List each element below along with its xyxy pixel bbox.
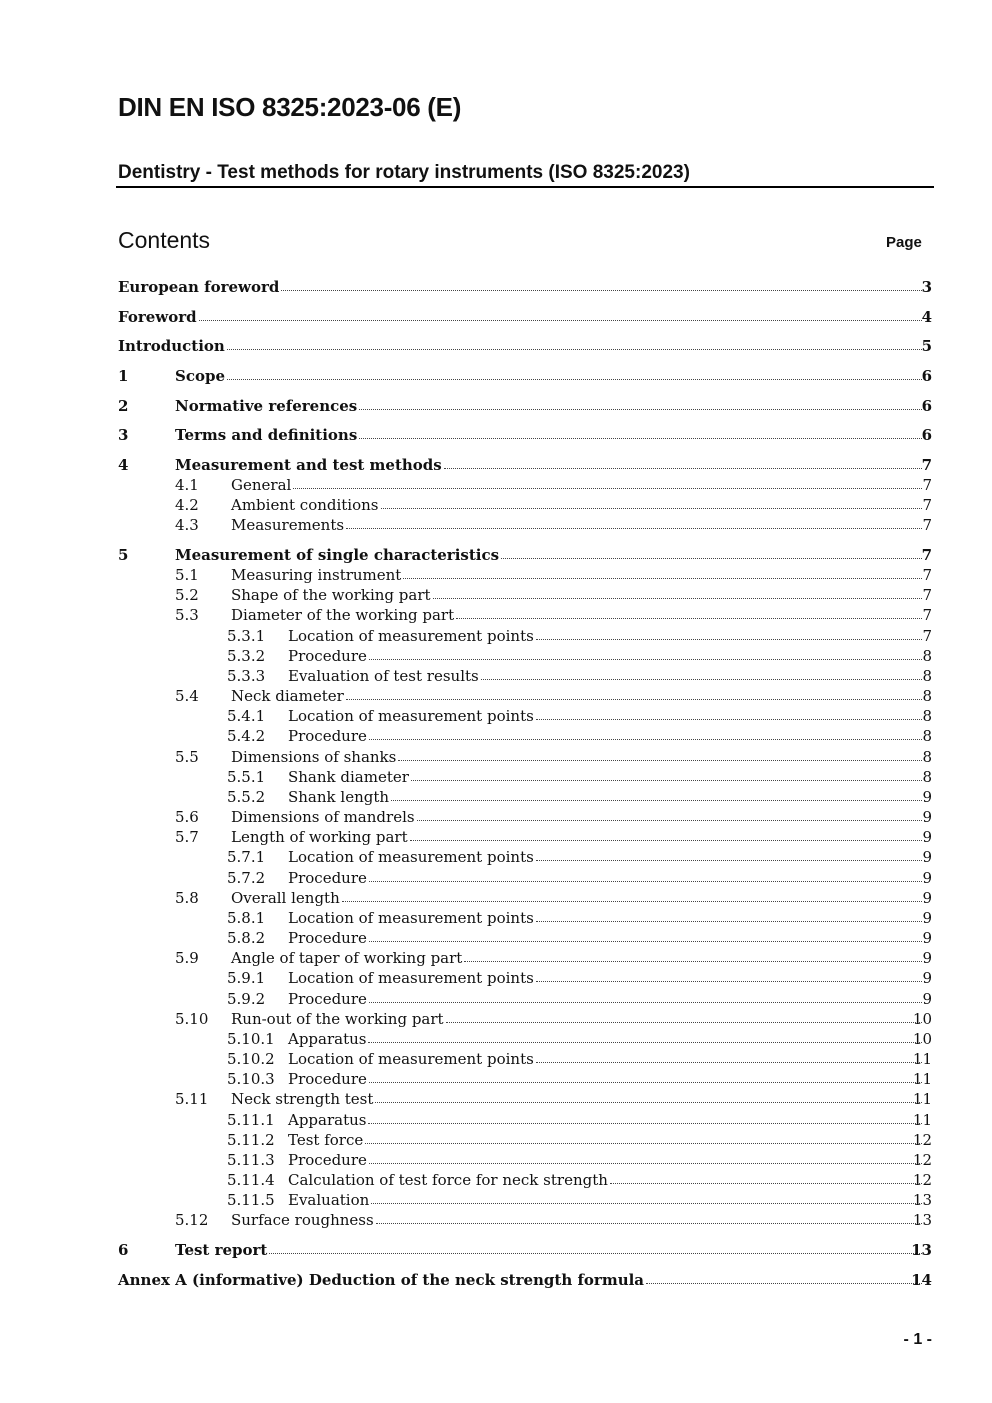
toc-entry[interactable] [0,948,992,968]
toc-entry[interactable] [0,366,992,386]
toc-entry-page: 12 [912,1151,932,1169]
toc-dot-leader [369,655,922,660]
toc-entry-number: 5.9.1 [227,969,266,987]
toc-entry[interactable] [0,686,992,706]
toc-entry-page: 6 [921,367,932,385]
toc-dot-leader [342,897,922,902]
toc-dot-leader [369,877,922,882]
toc-entry-page: 9 [922,889,932,907]
toc-entry[interactable] [0,666,992,686]
toc-entry-title: Evaluation of test results [288,667,479,685]
toc-entry-page: 11 [912,1050,932,1068]
toc-entry-page: 13 [912,1191,932,1209]
toc-entry-title: Calculation of test force for neck strength [288,1171,608,1189]
toc-entry-title: Test force [288,1131,364,1149]
toc-entry-title: Procedure [288,647,367,665]
toc-entry-number: 5.10.1 [227,1030,275,1048]
toc-entry-title: Annex A (informative) Deduction of the neck strength formula [118,1271,645,1289]
toc-entry-number: 5.11.5 [227,1191,275,1209]
toc-entry-number: 4.2 [175,496,199,514]
toc-entry[interactable] [0,1009,992,1029]
toc-dot-leader [369,937,922,942]
toc-entry-number: 5.11.3 [227,1151,275,1169]
toc-entry[interactable] [0,336,992,356]
toc-dot-leader [227,345,922,350]
toc-entry-page: 8 [922,647,932,665]
toc-entry-title: Procedure [288,869,367,887]
toc-entry-page: 7 [922,566,932,584]
toc-entry-number: 5.10 [175,1010,209,1028]
toc-entry[interactable] [0,425,992,445]
toc-entry-title: Diameter of the working part [231,606,455,624]
toc-entry-number: 5.9.2 [227,990,266,1008]
toc-dot-leader [536,856,922,861]
toc-entry-number: 5.6 [175,808,199,826]
toc-entry[interactable] [0,1150,992,1170]
toc-entry-page: 9 [922,828,932,846]
toc-dot-leader [371,1199,922,1204]
toc-entry-title: Normative references [175,397,358,415]
toc-entry-page: 3 [921,278,932,296]
toc-entry-page: 5 [921,337,932,355]
toc-dot-leader [403,574,922,579]
toc-entry-number: 5.11 [175,1090,209,1108]
toc-entry-page: 7 [921,456,932,474]
toc-entry-page: 8 [922,687,932,705]
toc-entry-number: 5.1 [175,566,199,584]
toc-entry[interactable] [0,1089,992,1109]
toc-entry[interactable] [0,807,992,827]
toc-entry-number: 5.7 [175,828,199,846]
toc-entry[interactable] [0,888,992,908]
toc-entry-title: Length of working part [231,828,408,846]
toc-entry[interactable] [0,307,992,327]
toc-entry-page: 7 [922,476,932,494]
toc-entry-number: 5.7.2 [227,869,266,887]
toc-entry[interactable] [0,989,992,1009]
toc-entry-page: 9 [922,909,932,927]
toc-dot-leader [281,286,922,291]
toc-entry-page: 8 [922,667,932,685]
toc-entry-page: 9 [922,949,932,967]
toc-entry-number: 5.3 [175,606,199,624]
toc-entry[interactable] [0,1110,992,1130]
toc-entry-page: 9 [922,929,932,947]
toc-entry-page: 13 [911,1241,932,1259]
toc-entry[interactable] [0,1049,992,1069]
toc-entry-title: Dimensions of mandrels [231,808,415,826]
toc-entry-page: 6 [921,426,932,444]
toc-dot-leader [369,998,922,1003]
toc-entry-title: Location of measurement points [288,848,534,866]
toc-entry[interactable] [0,747,992,767]
toc-entry-title: Procedure [288,929,367,947]
page-column-heading: Page [886,234,922,251]
toc-dot-leader [359,434,922,439]
toc-entry-page: 8 [922,768,932,786]
toc-entry-number: 5.4.2 [227,727,266,745]
toc-entry-number: 5.4.1 [227,707,266,725]
toc-dot-leader [481,675,922,680]
toc-dot-leader [293,484,922,489]
toc-entry-number: 5.11.2 [227,1131,275,1149]
toc-dot-leader [391,796,922,801]
toc-entry-number: 6 [118,1241,129,1259]
toc-entry-page: 14 [911,1271,932,1289]
toc-dot-leader [227,375,922,380]
toc-entry-number: 4 [118,456,129,474]
toc-dot-leader [369,735,922,740]
toc-entry-number: 5.2 [175,586,199,604]
toc-entry-page: 9 [922,848,932,866]
toc-entry-title: Shank length [288,788,390,806]
toc-entry-number: 1 [118,367,129,385]
toc-entry-title: Dimensions of shanks [231,748,397,766]
toc-entry[interactable] [0,585,992,605]
toc-entry[interactable] [0,767,992,787]
toc-dot-leader [536,917,922,922]
toc-entry-title: General [231,476,292,494]
toc-entry-title: Location of measurement points [288,707,534,725]
toc-entry-number: 3 [118,426,129,444]
toc-entry-title: Measurements [231,516,345,534]
toc-entry-title: Location of measurement points [288,1050,534,1068]
toc-dot-leader [610,1179,922,1184]
toc-entry-page: 6 [921,397,932,415]
toc-dot-leader [411,776,922,781]
toc-dot-leader [446,1018,922,1023]
toc-entry-number: 5.11.4 [227,1171,275,1189]
toc-entry-title: Overall length [231,889,340,907]
toc-entry[interactable] [0,1029,992,1049]
toc-entry-number: 2 [118,397,129,415]
document-subtitle: Dentistry - Test methods for rotary instruments (ISO 8325:2023) [118,162,690,183]
toc-entry-number: 4.3 [175,516,199,534]
toc-entry-number: 5.5 [175,748,199,766]
toc-entry-title: Shank diameter [288,768,409,786]
toc-entry-page: 9 [922,808,932,826]
toc-entry[interactable] [0,827,992,847]
toc-dot-leader [536,977,922,982]
toc-entry-number: 5.3.2 [227,647,266,665]
toc-entry[interactable] [0,646,992,666]
toc-entry-title: Ambient conditions [231,496,379,514]
toc-entry-page: 11 [912,1090,932,1108]
toc-entry-number: 5.11.1 [227,1111,275,1129]
toc-entry-page: 7 [922,606,932,624]
toc-entry-title: Angle of taper of working part [231,949,463,967]
toc-dot-leader [398,756,922,761]
toc-entry[interactable] [0,1069,992,1089]
toc-entry-page: 7 [922,627,932,645]
toc-entry[interactable] [0,277,992,297]
toc-entry-title: Terms and definitions [175,426,358,444]
toc-entry[interactable] [0,1210,992,1230]
toc-entry[interactable] [0,706,992,726]
toc-entry-number: 5.9 [175,949,199,967]
toc-entry-number: 5.7.1 [227,848,266,866]
toc-entry-title: Measurement and test methods [175,456,442,474]
toc-entry-page: 8 [922,748,932,766]
toc-entry-number: 5.4 [175,687,199,705]
toc-entry-page: 9 [922,969,932,987]
toc-entry-number: 4.1 [175,476,199,494]
toc-dot-leader [464,957,922,962]
toc-entry-page: 4 [921,308,932,326]
toc-entry-title: Measurement of single characteristics [175,546,500,564]
toc-entry[interactable] [0,605,992,625]
toc-entry-page: 12 [912,1171,932,1189]
toc-entry-number: 5.10.3 [227,1070,275,1088]
toc-entry-title: Test report [175,1241,268,1259]
toc-dot-leader [456,614,922,619]
toc-entry[interactable] [0,908,992,928]
toc-entry[interactable] [0,515,992,535]
toc-entry-page: 11 [912,1070,932,1088]
toc-entry-title: Apparatus [288,1111,367,1129]
toc-entry-page: 10 [912,1010,932,1028]
toc-entry-title: Location of measurement points [288,909,534,927]
toc-entry-page: 8 [922,727,932,745]
toc-dot-leader [646,1279,922,1284]
toc-dot-leader [368,1038,922,1043]
toc-entry-number: 5.8.2 [227,929,266,947]
toc-entry-page: 13 [912,1211,932,1229]
toc-entry[interactable] [0,545,992,565]
toc-entry-page: 9 [922,788,932,806]
page-number: - 1 - [903,1331,932,1348]
toc-dot-leader [417,816,922,821]
toc-dot-leader [368,1119,922,1124]
toc-entry[interactable] [0,626,992,646]
toc-dot-leader [369,1078,922,1083]
toc-dot-leader [410,836,922,841]
toc-entry-title: Evaluation [288,1191,370,1209]
toc-entry-title: Neck strength test [231,1090,374,1108]
toc-entry-number: 5.3.3 [227,667,266,685]
toc-entry-page: 7 [922,496,932,514]
toc-dot-leader [359,405,922,410]
toc-entry[interactable] [0,1170,992,1190]
toc-dot-leader [346,695,922,700]
toc-dot-leader [381,504,923,509]
toc-entry[interactable] [0,1190,992,1210]
toc-entry-number: 5.3.1 [227,627,266,645]
toc-entry-title: Procedure [288,990,367,1008]
toc-entry-number: 5.5.1 [227,768,266,786]
toc-dot-leader [369,1159,922,1164]
toc-entry[interactable] [0,455,992,475]
document-title: DIN EN ISO 8325:2023-06 (E) [118,92,462,122]
toc-entry-title: Procedure [288,1070,367,1088]
toc-entry-number: 5.10.2 [227,1050,275,1068]
toc-entry[interactable] [0,726,992,746]
toc-entry-page: 10 [912,1030,932,1048]
toc-entry-number: 5.5.2 [227,788,266,806]
toc-entry-title: Procedure [288,1151,367,1169]
toc-dot-leader [444,464,922,469]
toc-dot-leader [269,1249,922,1254]
toc-dot-leader [346,524,922,529]
toc-entry-title: Run-out of the working part [231,1010,444,1028]
toc-dot-leader [501,554,922,559]
toc-entry[interactable] [0,495,992,515]
toc-entry[interactable] [0,565,992,585]
toc-entry[interactable] [0,787,992,807]
toc-entry[interactable] [0,1270,992,1290]
toc-entry-title: Location of measurement points [288,969,534,987]
toc-entry-title: Neck diameter [231,687,344,705]
toc-entry-title: Location of measurement points [288,627,534,645]
toc-entry[interactable] [0,847,992,867]
toc-entry-title: Shape of the working part [231,586,431,604]
toc-entry-page: 7 [921,546,932,564]
toc-entry-page: 8 [922,707,932,725]
toc-dot-leader [365,1139,922,1144]
toc-entry-page: 11 [912,1111,932,1129]
toc-dot-leader [536,635,922,640]
toc-entry-title: European foreword [118,278,280,296]
toc-dot-leader [536,1058,922,1063]
toc-dot-leader [433,594,922,599]
toc-entry-title: Apparatus [288,1030,367,1048]
toc-entry[interactable] [0,928,992,948]
contents-heading: Contents [118,227,211,253]
toc-entry-title: Foreword [118,308,197,326]
toc-entry-number: 5.12 [175,1211,209,1229]
toc-dot-leader [536,715,922,720]
toc-entry-page: 7 [922,586,932,604]
toc-dot-leader [199,316,922,321]
toc-dot-leader [375,1098,922,1103]
toc-entry[interactable] [0,868,992,888]
toc-entry-title: Surface roughness [231,1211,374,1229]
toc-entry[interactable] [0,1240,992,1260]
toc-entry-page: 7 [922,516,932,534]
toc-entry-title: Scope [175,367,226,385]
toc-entry-number: 5 [118,546,129,564]
toc-entry[interactable] [0,1130,992,1150]
toc-entry-title: Measuring instrument [231,566,402,584]
toc-dot-leader [376,1219,922,1224]
toc-entry-title: Procedure [288,727,367,745]
toc-entry[interactable] [0,396,992,416]
toc-entry-page: 9 [922,869,932,887]
toc-entry[interactable] [0,968,992,988]
toc-entry-page: 9 [922,990,932,1008]
toc-entry-number: 5.8.1 [227,909,266,927]
toc-entry-title: Introduction [118,337,225,355]
toc-entry-number: 5.8 [175,889,199,907]
toc-entry-page: 12 [912,1131,932,1149]
toc-entry[interactable] [0,475,992,495]
